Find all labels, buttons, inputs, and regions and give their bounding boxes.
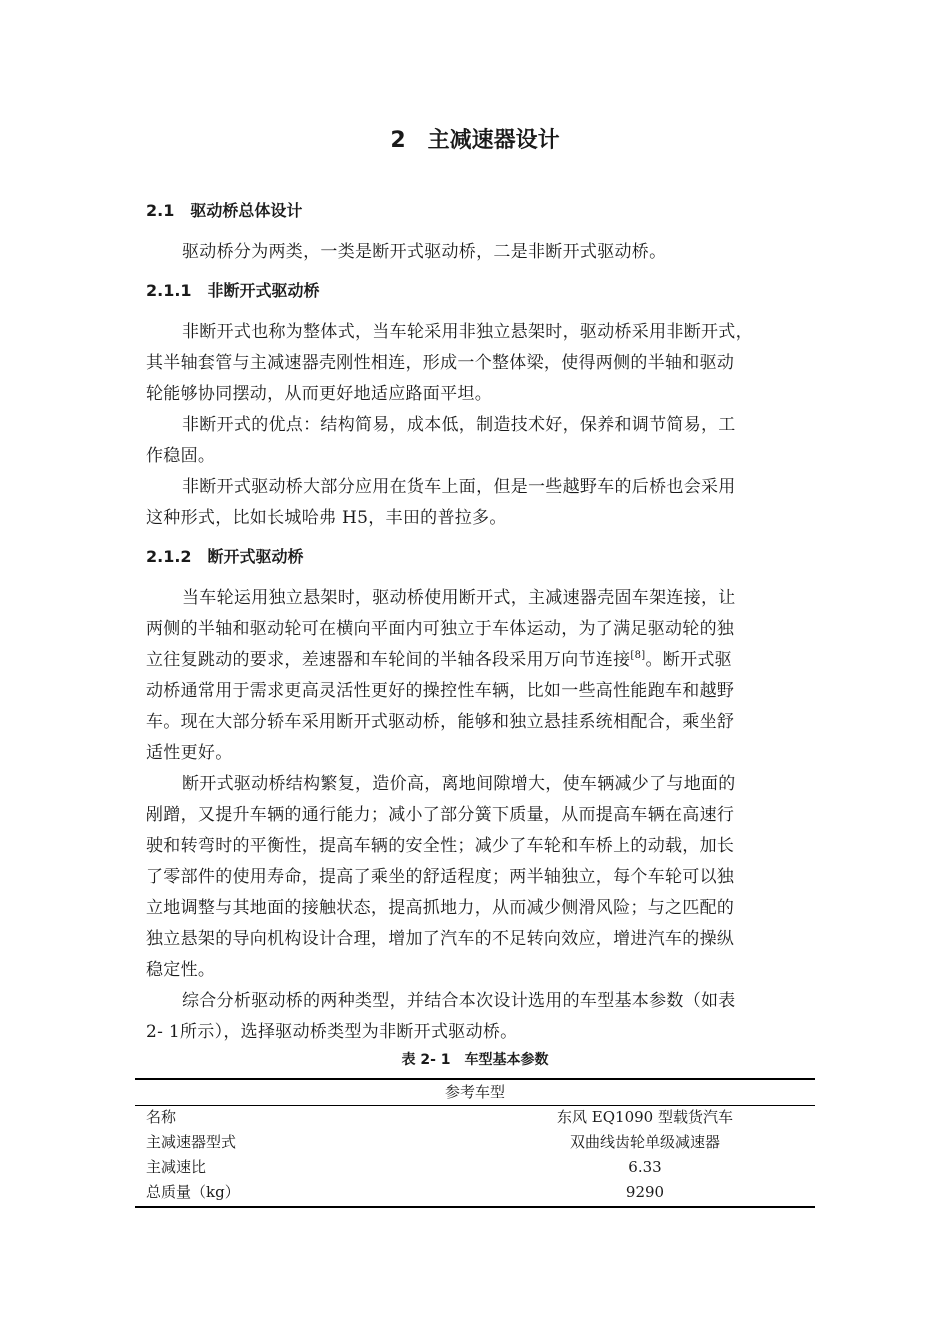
paragraph-line: 稳定性。 xyxy=(146,960,216,980)
table-row-label: 总质量（kg） xyxy=(146,1183,240,1201)
table-row-value: 东风 EQ1090 型载货汽车 xyxy=(557,1108,733,1126)
paragraph-line: 这种形式，比如长城哈弗 H5，丰田的普拉多。 xyxy=(146,508,507,528)
paragraph-line: 非断开式的优点：结构简易，成本低，制造技术好，保养和调节简易，工 xyxy=(182,415,736,435)
paragraph-line: 驶和转弯时的平衡性，提高车辆的安全性；减少了车轮和车桥上的动载，加长 xyxy=(146,836,735,856)
paragraph-line: 驱动桥分为两类，一类是断开式驱动桥，二是非断开式驱动桥。 xyxy=(182,242,667,262)
paragraph-line: 作稳固。 xyxy=(146,446,216,466)
section-heading-2-1: 2.1 驱动桥总体设计 xyxy=(146,201,303,220)
paragraph-line xyxy=(146,647,732,673)
paragraph-line: 综合分析驱动桥的两种类型，并结合本次设计选用的车型基本参数（如表 xyxy=(182,991,736,1011)
table-row-value: 9290 xyxy=(625,1183,665,1201)
paragraph-line: 非断开式也称为整体式，当车轮采用非独立悬架时，驱动桥采用非断开式， xyxy=(182,322,753,342)
paragraph-line: 独立悬架的导向机构设计合理，增加了汽车的不足转向效应，增进汽车的操纵 xyxy=(146,929,735,949)
table-bottom-rule xyxy=(135,1206,815,1208)
paragraph-text: 。断开式驱 xyxy=(645,650,732,670)
table-header-cell: 参考车型 xyxy=(444,1083,505,1101)
paragraph-line: 当车轮运用独立悬架时，驱动桥使用断开式，主减速器壳固车架连接，让 xyxy=(182,588,736,608)
paragraph-line: 其半轴套管与主减速器壳刚性相连，形成一个整体梁，使得两侧的半轴和驱动 xyxy=(146,353,735,373)
section-heading-2-1-2: 2.1.2 断开式驱动桥 xyxy=(146,547,304,566)
table-caption: 表 2- 1 车型基本参数 xyxy=(401,1052,549,1068)
paragraph-line: 剐蹭，又提升车辆的通行能力；减小了部分簧下质量，从而提高车辆在高速行 xyxy=(146,805,735,825)
table-row-label: 主减速比 xyxy=(146,1158,207,1176)
paragraph-line: 适性更好。 xyxy=(146,743,233,763)
paragraph-line: 两侧的半轴和驱动轮可在横向平面内可独立于车体运动，为了满足驱动轮的独 xyxy=(146,619,735,639)
table-row-value: 6.33 xyxy=(628,1158,662,1176)
citation-reference: [8] xyxy=(630,650,646,661)
table-row-label: 名称 xyxy=(146,1108,177,1126)
paragraph-line: 断开式驱动桥结构繁复，造价高，离地间隙增大，使车辆减少了与地面的 xyxy=(182,774,736,794)
paragraph-line: 了零部件的使用寿命，提高了乘坐的舒适程度；两半轴独立，每个车轮可以独 xyxy=(146,867,735,887)
table-row-label: 主减速器型式 xyxy=(146,1133,237,1151)
paragraph-line: 动桥通常用于需求更高灵活性更好的操控性车辆，比如一些高性能跑车和越野 xyxy=(146,681,735,701)
paragraph-line: 轮能够协同摆动，从而更好地适应路面平坦。 xyxy=(146,384,492,404)
paragraph-line: 立地调整与其地面的接触状态，提高抓地力，从而减少侧滑风险；与之匹配的 xyxy=(146,898,735,918)
table-top-rule xyxy=(135,1078,815,1080)
section-heading-2-1-1: 2.1.1 非断开式驱动桥 xyxy=(146,281,320,300)
paragraph-text: 立往复跳动的要求，差速器和车轮间的半轴各段采用万向节连接 xyxy=(146,650,631,670)
paragraph-line: 车。现在大部分轿车采用断开式驱动桥，能够和独立悬挂系统相配合，乘坐舒 xyxy=(146,712,735,732)
chapter-title: 2 主减速器设计 xyxy=(390,128,560,153)
table-row-value: 双曲线齿轮单级减速器 xyxy=(569,1133,720,1151)
paragraph-line: 2- 1所示），选择驱动桥类型为非断开式驱动桥。 xyxy=(146,1022,518,1042)
paragraph-line: 非断开式驱动桥大部分应用在货车上面，但是一些越野车的后桥也会采用 xyxy=(182,477,736,497)
